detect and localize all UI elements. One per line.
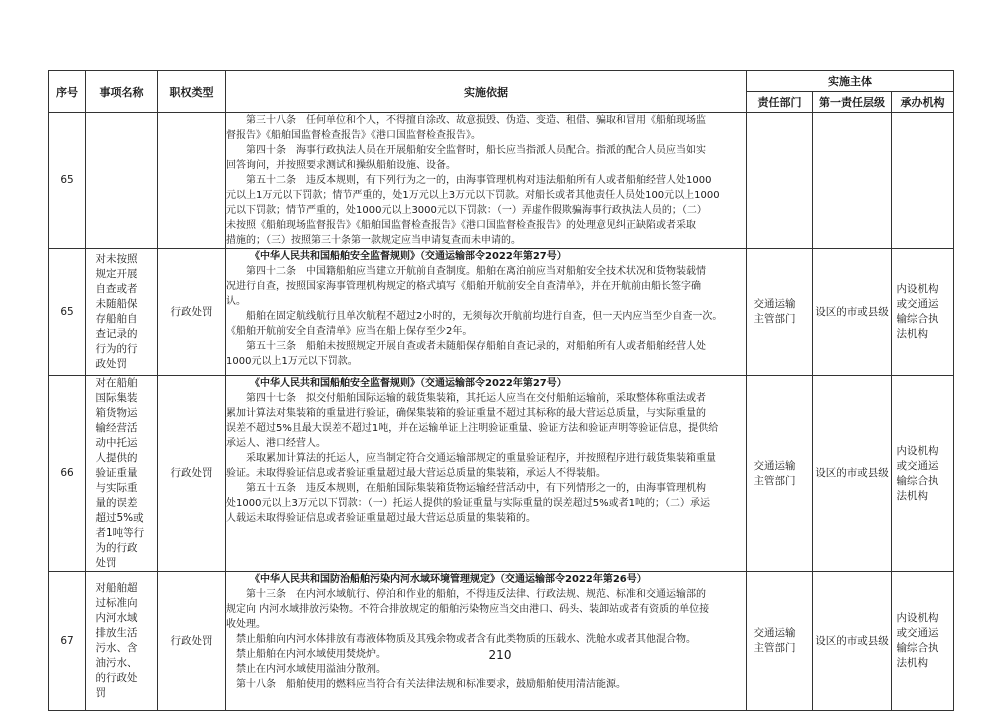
handling-org-cell-text: 内设机构或交通运输综合执法机构 (896, 612, 939, 669)
item-name-cell-text: 对船舶超过标准向内河水域排放生活污水、含油污水、的行政处罚 (95, 582, 138, 699)
basis-line: 禁止在内河水域使用溢油分散剂。 (226, 664, 386, 675)
table-row (49, 113, 954, 249)
basis-line: 督报告》《船舶国监督检查报告》《港口国监督检查报告》。 (226, 130, 481, 141)
basis-line: 人载运未取得验证信息或者验证重量超过最大营运总质量的集装箱的。 (226, 513, 536, 524)
handling-org-cell (892, 572, 954, 711)
header-responsible-dept: 责任部门 (747, 92, 813, 113)
item-name-cell-text: 对在船舶国际集装箱货物运输经营活动中托运人提供的验证重量与实际重量的误差超过5%或者1吨等行为的行政处罚 (95, 377, 145, 569)
basis-line: 采取累加计算法的托运人，应当制定符合交通运输部规定的重量验证程序，并按照程序进行载货集装箱重量 (246, 453, 716, 464)
header-handling-org: 承办机构 (892, 92, 954, 113)
header-seq: 序号 (49, 71, 86, 113)
basis-line: 回答询问，并按照要求测试和操纵船舶设施、设备。 (226, 160, 456, 171)
responsible-dept-cell (747, 572, 813, 711)
handling-org-cell (892, 249, 954, 376)
item-name-cell (86, 376, 158, 572)
basis-line: 元以上1万元以下罚款；情节严重的，处1万元以上3万元以下罚款。对船长或者其他责任人员处100元以上1000 (226, 190, 720, 201)
basis-line: 第十八条 船舶使用的燃料应当符合有关法律法规和标准要求，鼓励船舶使用清洁能源。 (226, 679, 626, 690)
basis-line: 禁止船舶在内河水域使用焚烧炉。 (226, 649, 386, 660)
responsible-dept-cell (747, 376, 813, 572)
basis-line: 措施的；（三）按照第三十条第一款规定应当申请复查而未申请的。 (226, 235, 521, 246)
basis-line: 规定向 内河水域排放污染物。不符合排放规定的船舶污染物应当交由港口、码头、装卸站或者有资质的单位接 (226, 604, 710, 615)
authority-type-cell (158, 113, 226, 249)
handling-org-cell-text: 内设机构或交通运输综合执法机构 (896, 444, 939, 502)
regulation-title: 《中华人民共和国船舶安全监督规则》（交通运输部令2022年第27号） (250, 378, 567, 389)
header-basis: 实施依据 (226, 71, 747, 113)
first-level-cell (813, 113, 892, 249)
basis-line: 1000元以上1万元以下罚款。 (226, 356, 358, 367)
seq-cell: 65 (49, 249, 86, 376)
basis-line: 累加计算法对集装箱的重量进行验证，确保集装箱的验证重量不超过其标称的最大营运总质量，与实际重量的 (226, 408, 706, 419)
table-row (49, 376, 954, 572)
basis-line: 认。 (226, 296, 246, 307)
regulation-title: 《中华人民共和国防治船舶污染内河水域环境管理规定》（交通运输部令2022年第26号） (250, 574, 647, 585)
handling-org-cell (892, 376, 954, 572)
authority-type-cell: 行政处罚 (158, 376, 226, 572)
handling-org-cell (892, 113, 954, 249)
basis-line: 验证。未取得验证信息或者验证重量超过最大营运总质量的集装箱，承运人不得装船。 (226, 468, 606, 479)
responsible-dept-cell-text: 交通运输主管部门 (753, 298, 796, 325)
basis-line: 第五十二条 违反本规则，有下列行为之一的，由海事管理机构对违法船舶所有人或者船舶经营人处1000 (246, 175, 712, 186)
header-item-name: 事项名称 (86, 71, 158, 113)
first-level-cell: 设区的市或县级 (813, 572, 892, 711)
basis-line: 第十三条 在内河水域航行、停泊和作业的船舶，不得违反法律、行政法规、规范、标准和交通运输部的 (246, 589, 706, 600)
basis-line: 承运人、港口经营人。 (226, 438, 326, 449)
item-name-cell (86, 113, 158, 249)
first-level-cell: 设区的市或县级 (813, 376, 892, 572)
header-first-level: 第一责任层级 (813, 92, 892, 113)
basis-line: 第四十条 海事行政执法人员在开展船舶安全监督时，船长应当指派人员配合。指派的配合人员应当如实 (246, 145, 706, 156)
responsible-dept-cell-text: 交通运输主管部门 (753, 627, 796, 654)
basis-line: 收处理。 (226, 619, 266, 630)
header-subject: 实施主体 (747, 71, 954, 92)
basis-line: 第三十八条 任何单位和个人，不得擅自涂改、故意损毁、伪造、变造、租借、骗取和冒用《船舶现场监 (246, 115, 706, 126)
authority-type-cell: 行政处罚 (158, 572, 226, 711)
item-name-cell (86, 572, 158, 711)
responsible-dept-cell (747, 113, 813, 249)
responsible-dept-cell (747, 249, 813, 376)
basis-line: 第五十五条 违反本规则，在船舶国际集装箱货物运输经营活动中，有下列情形之一的，由海事管理机构 (246, 483, 706, 494)
seq-cell: 65 (49, 113, 86, 249)
basis-cell (226, 113, 747, 249)
basis-line: 未按照《船舶现场监督报告》《船舶国监督检查报告》《港口国监督检查报告》的处理意见纠正缺陷或者采取 (226, 220, 696, 231)
basis-line: 《船舶开航前安全自查清单》应当在船上保存至少2年。 (226, 326, 473, 337)
first-level-cell: 设区的市或县级 (813, 249, 892, 376)
table-row (49, 249, 954, 376)
basis-line: 第五十三条 船舶未按照规定开展自查或者未随船保存船舶自查记录的，对船舶所有人或者船舶经营人处 (246, 341, 706, 352)
basis-line: 船舶在固定航线航行且单次航程不超过2小时的，无须每次开航前均进行自查，但一天内应当至少自查一次。 (246, 311, 723, 322)
item-name-cell-text: 对未按照规定开展自查或者未随船保存船舶自查记录的行为的行政处罚 (95, 253, 138, 370)
table-row (49, 572, 954, 711)
handling-org-cell-text: 内设机构或交通运输综合执法机构 (896, 283, 939, 340)
basis-cell (226, 249, 747, 376)
basis-line: 误差不超过5%且最大误差不超过1吨，并在运输单证上注明验证重量、验证方法和验证声明等验证信息，提供给 (226, 423, 719, 434)
basis-line: 元以下罚款；情节严重的，处1000元以上3000元以下罚款：（一）弄虚作假欺骗海事行政执法人员的；（二） (226, 205, 707, 216)
basis-line: 处1000元以上3万元以下罚款：（一）托运人提供的验证重量与实际重量的误差超过5%或者1吨的；（二）承运 (226, 498, 711, 509)
basis-line: 禁止船舶向内河水体排放有毒液体物质及其残余物或者含有此类物质的压载水、洗舱水或者其他混合物。 (226, 634, 696, 645)
basis-line: 况进行自查，按照国家海事管理机构规定的格式填写《船舶开航前安全自查清单》，并在开航前由船长签字确 (226, 281, 701, 292)
authority-type-cell: 行政处罚 (158, 249, 226, 376)
regulation-table (48, 70, 954, 711)
seq-cell: 66 (49, 376, 86, 572)
seq-cell: 67 (49, 572, 86, 711)
basis-cell (226, 572, 747, 711)
basis-cell (226, 376, 747, 572)
page-number: 210 (488, 648, 512, 662)
header-authority-type: 职权类型 (158, 71, 226, 113)
responsible-dept-cell-text: 交通运输主管部门 (753, 459, 796, 487)
basis-line: 第四十二条 中国籍船舶应当建立开航前自查制度。船舶在离泊前应当对船舶安全技术状况和货物装载情 (246, 266, 706, 277)
regulation-title: 《中华人民共和国船舶安全监督规则》（交通运输部令2022年第27号） (250, 251, 567, 262)
item-name-cell (86, 249, 158, 376)
basis-line: 第四十七条 拟交付船舶国际运输的载货集装箱，其托运人应当在交付船舶运输前，采取整体称重法或者 (246, 393, 706, 404)
